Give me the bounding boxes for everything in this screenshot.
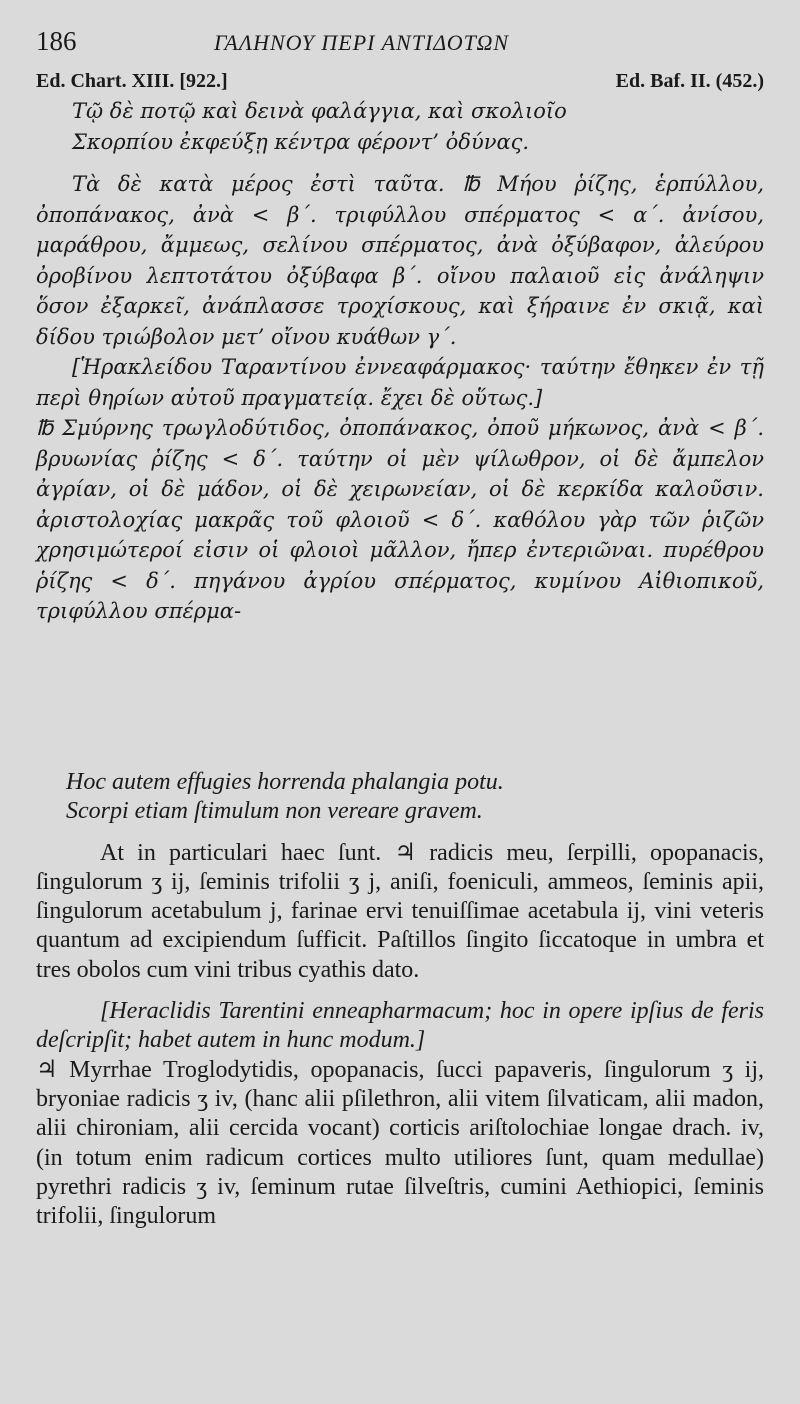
verse-spacer xyxy=(36,827,764,839)
latin-verse-line-2: Scorpi etiam ſtimulum non vereare gravem. xyxy=(66,798,483,825)
latin-verse-line-1: Hoc autem effugies horrenda phalangia potu. xyxy=(66,769,504,795)
greek-verse-line-2: Σκορπίου ἐκφεύξῃ κέντρα φέροντ’ ὀδύνας. xyxy=(72,129,530,154)
latin-text-block xyxy=(36,768,764,1231)
edition-reference-line xyxy=(36,70,764,98)
latin-paragraph-heraclides-heading: [Heraclidis Tarentini enneapharmacum; hoc in opere ipſius de feris deſcripſit; habet autem in hunc modum.] xyxy=(36,998,764,1054)
running-title: ΓΑΛΗΝΟΥ ΠΕΡΙ ΑΝΤΙΔΟΤΩΝ xyxy=(214,30,510,55)
paragraph-spacer xyxy=(36,985,764,997)
greek-text-block xyxy=(36,96,764,627)
verse-spacer xyxy=(36,157,764,169)
page-number: 186 xyxy=(36,26,77,56)
edition-reference-chartier: Ed. Chart. XIII. [922.] xyxy=(36,70,228,92)
greek-paragraph-heraclides-recipe: ℔ Σμύρνης τρωγλοδύτιδος, ὀποπάνακος, ὀποῦ μήκωνος, ἀνὰ < β΄. βρυωνίας ῥίζης < δ΄. ταύτην οἱ μὲν ψίλωθρον, οἱ δὲ ἄμπελον ἀγρίαν, οἱ δὲ μάδον, οἱ δὲ χειρωνείαν, οἱ δὲ κερκίδα καλοῦσιν. ἀριστολοχίας μακρᾶς τοῦ φλοιοῦ < δ΄. καθόλου γὰρ τῶν ῥιζῶν χρησιμώτεροί εἰσιν οἱ φλοιοὶ μᾶλλον, ἤπερ ἐντεριῶναι. πυρέθρου ῥίζης < δ΄. πηγάνου ἀγρίου σπέρματος, κυμίνου Αἰθιοπικοῦ, τριφύλλου σπέρμα- xyxy=(36,416,764,623)
greek-verse-line-1: Τῷ δὲ ποτῷ καὶ δεινὰ φαλάγγια, καὶ σκολιοῖο xyxy=(72,99,567,123)
latin-paragraph-heraclides-recipe: ♃ Myrrhae Troglodytidis, opopanacis, ſucci papaveris, ſingulorum ʒ ij, bryoniae radicis ʒ iv, (hanc alii pſilethron, alii vitem ſilvaticam, alii madon, alii chironiam, alii cercida vocant) corticis ariſtolochiae longae drach. iv, (in totum enim radicum cortices multo utiliores ſunt, quam medullae) pyrethri radicis ʒ iv, ſeminum rutae ſilveſtris, cumini Aethiopici, ſeminis trifolii, ſingulorum xyxy=(36,1056,764,1230)
greek-paragraph-recipe: Τὰ δὲ κατὰ μέρος ἐστὶ ταῦτα. ℔ Μήου ῥίζης, ἑρπύλλου, ὀποπάνακος, ἀνὰ < β΄. τριφύλλου σπέρματος < α΄. ἀνίσου, μαράθρου, ἄμμεως, σελίνου σπέρματος, ἀνὰ ὀξύβαφον, ἀλεύρου ὀροβίνου λεπτοτάτου ὀξύβαφα β΄. οἴνου παλαιοῦ εἰς ἀνάληψιν ὅσον ἐξαρκεῖ, ἀνάπλασσε τροχίσκους, καὶ ξήραινε ἐν σκιᾷ, καὶ δίδου τριώβολον μετ’ οἴνου κυάθων γ΄. xyxy=(36,172,764,349)
edition-reference-basel: Ed. Baf. II. (452.) xyxy=(615,70,764,92)
latin-paragraph-recipe: At in particulari haec ſunt. ♃ radicis meu, ſerpilli, opopanacis, ſingulorum ʒ ij, ſeminis trifolii ʒ j, aniſi, foeniculi, ammeos, ſeminis apii, ſingulorum acetabulum j, farinae ervi tenuiſſimae acetabula ij, vini veteris quantum ad excipiendum ſufficit. Paſtillos ſingito ſiccatoque in umbra et tres obolos cum vini tribus cyathis dato. xyxy=(36,839,764,983)
page-header xyxy=(36,26,766,66)
greek-paragraph-heraclides-heading: [Ἡρακλείδου Ταραντίνου ἐννεαφάρμακος· ταύτην ἔθηκεν ἐν τῇ περὶ θηρίων αὐτοῦ πραγματείᾳ. ἔχει δὲ οὕτως.] xyxy=(36,355,764,410)
